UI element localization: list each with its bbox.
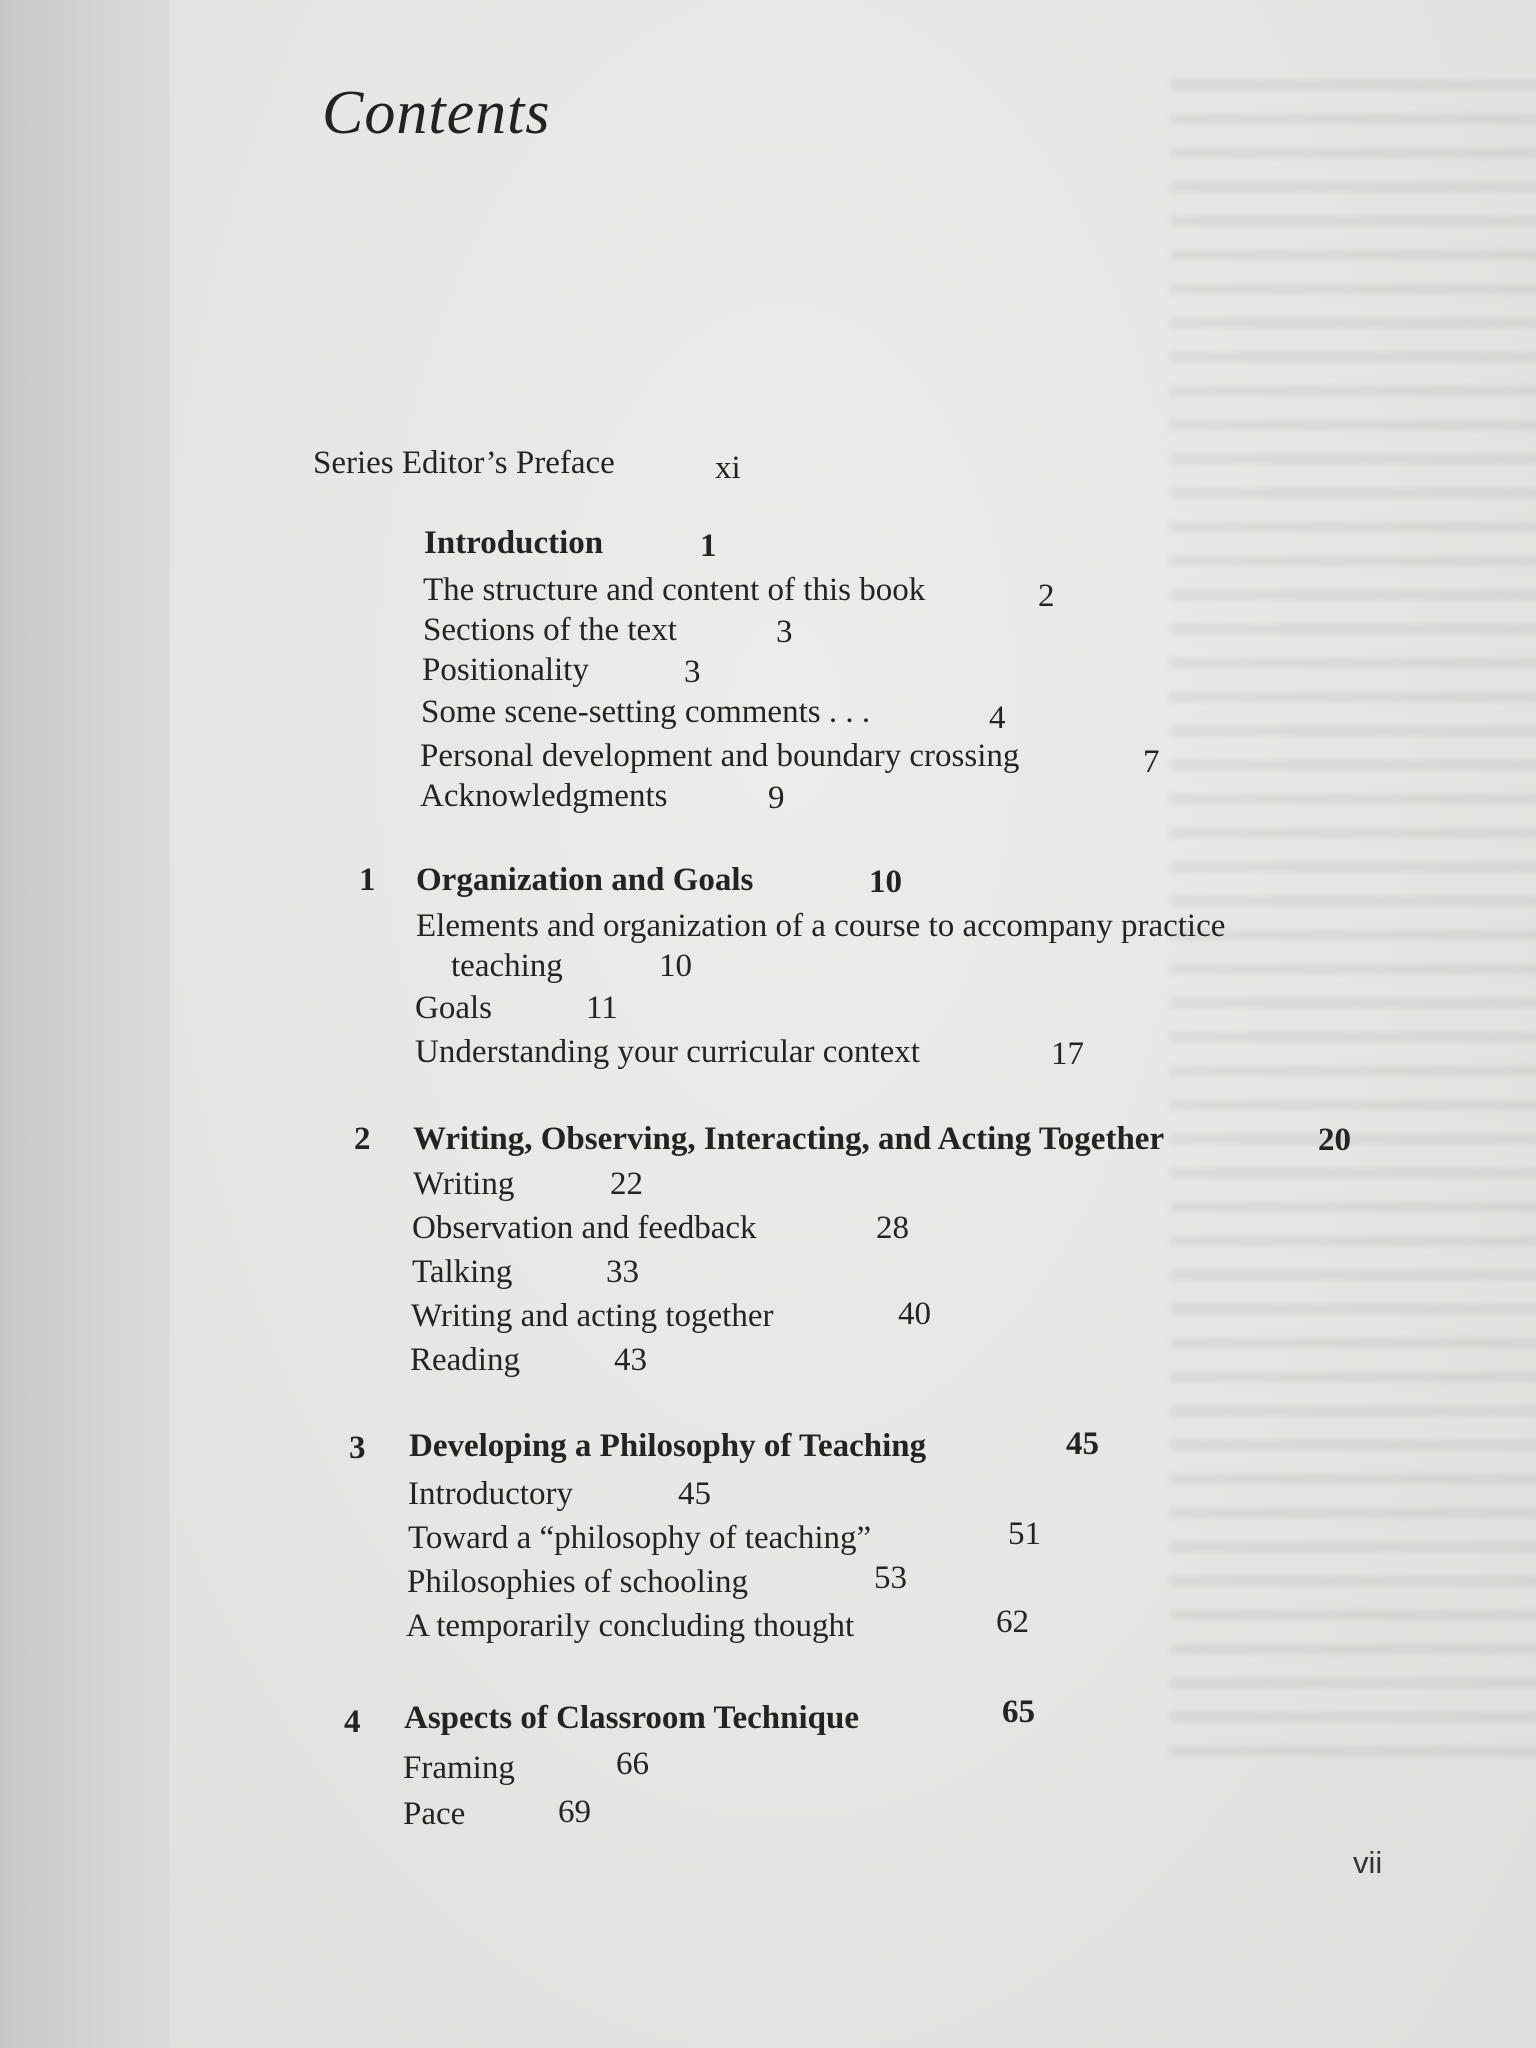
toc-entry: Some scene-setting comments . . . xyxy=(421,694,871,730)
toc-entry: Acknowledgments xyxy=(420,778,668,814)
toc-page-number: 22 xyxy=(610,1166,643,1202)
toc-entry: Goals xyxy=(415,990,492,1026)
toc-page-number: 65 xyxy=(1002,1694,1035,1730)
toc-entry: Pace xyxy=(403,1796,466,1832)
toc-entry: A temporarily concluding thought xyxy=(406,1608,855,1644)
toc-page-number: 33 xyxy=(606,1254,639,1290)
toc-page-number: 2 xyxy=(1038,578,1055,614)
toc-page-number: 4 xyxy=(989,700,1006,736)
toc-entry-preface xyxy=(313,445,615,482)
toc-entry: Sections of the text xyxy=(423,612,677,648)
chapter-title: Developing a Philosophy of Teaching xyxy=(409,1428,927,1464)
toc-page-number: 40 xyxy=(898,1296,931,1332)
toc-page-number: 17 xyxy=(1051,1036,1084,1072)
toc-entry: Personal development and boundary crossing xyxy=(420,738,1020,774)
toc-page-number: 51 xyxy=(1008,1516,1041,1552)
toc-page-number: 62 xyxy=(996,1604,1029,1640)
toc-entry: Positionality xyxy=(422,652,589,688)
toc-entry: Framing xyxy=(403,1750,515,1786)
chapter-number: 2 xyxy=(354,1121,371,1157)
toc-entry: Understanding your curricular context xyxy=(415,1034,920,1070)
chapter-title: Organization and Goals xyxy=(416,862,754,898)
toc-page-number: 7 xyxy=(1143,744,1160,780)
toc-entry: Introductory xyxy=(408,1476,573,1512)
facing-page-edge xyxy=(0,0,175,2048)
toc-page-number: 10 xyxy=(869,864,902,900)
toc-page-number: 45 xyxy=(1066,1426,1099,1462)
page-title: Contents xyxy=(322,79,551,147)
toc-entry: Reading xyxy=(410,1342,520,1378)
toc-page-number: 3 xyxy=(684,654,701,690)
chapter-number: 4 xyxy=(344,1704,361,1740)
toc-page-number: 10 xyxy=(659,948,692,984)
toc-page-number: 43 xyxy=(614,1342,647,1378)
page-folio: vii xyxy=(1353,1845,1383,1880)
toc-entry: The structure and content of this book xyxy=(423,572,926,608)
toc-page-number: 9 xyxy=(768,780,785,816)
toc-page-number: 66 xyxy=(616,1746,649,1782)
toc-page-number: 3 xyxy=(776,614,793,650)
toc-page-number: 20 xyxy=(1318,1122,1351,1158)
chapter-number: 1 xyxy=(359,862,376,898)
chapter-number: 3 xyxy=(349,1430,366,1466)
toc-page-number: 1 xyxy=(700,528,717,564)
toc-page-number: 53 xyxy=(874,1560,907,1596)
toc-page-number: 45 xyxy=(678,1476,711,1512)
toc-section-title-introduction: Introduction xyxy=(424,525,604,561)
chapter-title: Writing, Observing, Interacting, and Acting Together xyxy=(413,1121,1165,1157)
toc-page-number: xi xyxy=(715,450,741,486)
toc-entry: Toward a “philosophy of teaching” xyxy=(408,1520,872,1556)
toc-entry-continuation: teaching xyxy=(451,948,563,984)
toc-entry: Philosophies of schooling xyxy=(407,1564,749,1600)
chapter-title: Aspects of Classroom Technique xyxy=(404,1700,860,1736)
toc-page-number: 28 xyxy=(876,1210,909,1246)
toc-entry-label: Series Editor’s Preface xyxy=(313,445,615,481)
toc-page-number: 11 xyxy=(586,990,618,1026)
toc-entry: Writing xyxy=(413,1166,515,1202)
toc-page-number: 69 xyxy=(558,1794,591,1830)
toc-entry: Talking xyxy=(412,1254,513,1290)
book-page xyxy=(170,0,1536,2048)
toc-entry: Elements and organization of a course to accompany practice xyxy=(416,908,1226,944)
toc-entry: Observation and feedback xyxy=(412,1210,757,1246)
toc-entry: Writing and acting together xyxy=(411,1298,774,1334)
